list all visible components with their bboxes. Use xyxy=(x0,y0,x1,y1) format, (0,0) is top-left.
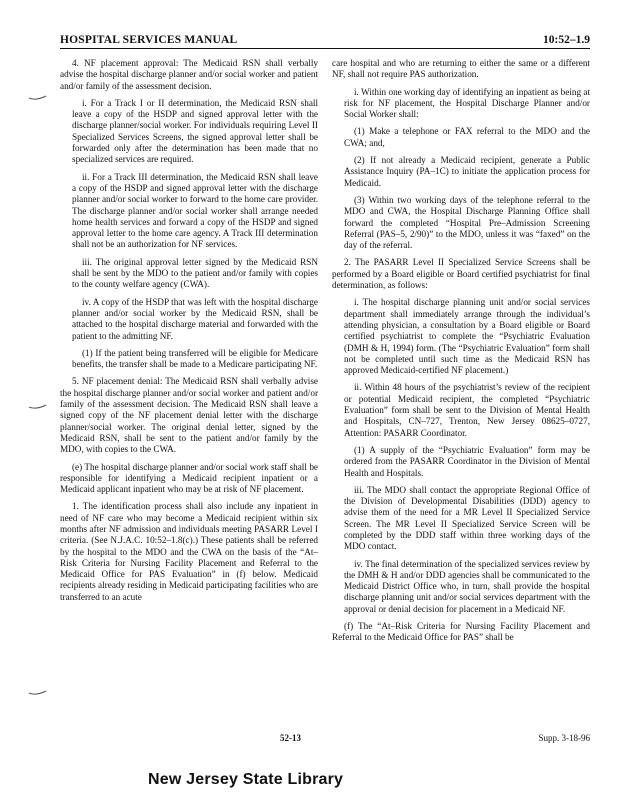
paragraph: (1) A supply of the “Psychiatric Evaluation” form may be ordered from the PASARR Coordinator in the Division of Mental Health and Hospitals. xyxy=(344,444,590,478)
paragraph: 5. NF placement denial: The Medicaid RSN shall verbally advise the hospital discharge planner and/or social worker and patient and/or family of the assessment decision. The Medicaid RSN shall leave a signed copy of the NF placement denial letter with the discharge planner/social worker. The original denial letter, signed by the Medicaid RSN, shall be sent to the patient and/or family by the MDO, with copies to the CWA. xyxy=(60,376,318,455)
paragraph: iv. A copy of the HSDP that was left with the hospital discharge planner and/or social worker by the Medicaid RSN, shall be attached to the hospital discharge material and forwarded with the patient to the admitting NF. xyxy=(72,296,318,341)
paragraph: i. The hospital discharge planning unit and/or social services department shall immediately arrange through the individual’s attending physician, a consultation by a Board eligible or Board certified psychiatrist to complete the “Psychiatric Evaluation (DMH & H, 1994) form. (The “Psychiatric Evaluation” form shall not be completed until such time as the Medicaid RSN has approved Medicaid-certified NF placement.) xyxy=(344,297,590,376)
paragraph: (1) If the patient being transferred will be eligible for Medicare benefits, the transfer shall be made to a Medicare participating NF. xyxy=(72,347,318,370)
running-header xyxy=(60,34,590,49)
paragraph: 4. NF placement approval: The Medicaid RSN shall verbally advise the hospital discharge planner and/or social worker and patient and/or family of the assessment decision. xyxy=(60,58,318,91)
paragraph: (2) If not already a Medicaid recipient, generate a Public Assistance Inquiry (PA–1C) to initiate the application process for Medicaid. xyxy=(344,155,590,188)
supplement-date: Supp. 3-18-96 xyxy=(538,733,590,743)
paragraph: 2. The PASARR Level II Specialized Service Screens shall be performed by a Board eligible or Board certified psychiatrist for final determination, as follows: xyxy=(332,257,590,291)
page-number: 52-13 xyxy=(280,733,301,743)
paragraph: iv. The final determination of the specialized services review by the DMH & H and/or DDD agencies shall be communicated to the Medicaid District Office who, in turn, shall provide the hospital discharge planning unit and/or social services department with the approval or denial decision for placement in a Medicaid NF. xyxy=(344,558,590,614)
right-column xyxy=(332,58,590,650)
paragraph: (1) Make a telephone or FAX referral to the MDO and the CWA; and, xyxy=(344,126,590,148)
left-column xyxy=(60,58,318,609)
paragraph: (3) Within two working days of the telephone referral to the MDO and CWA, the Hospital Discharge Planning Office shall forward the completed “Hospital Pre–Admission Screening Referral (PAS–5, 2/90)” to the MDO, unless it was “faxed” on the day of the referral. xyxy=(344,194,590,251)
margin-mark xyxy=(28,95,48,101)
paragraph: i. For a Track I or II determination, the Medicaid RSN shall leave a copy of the HSDP and signed approval letter with the discharge planner/social worker. For individuals requiring Level II Specialized Services Screens, the signed approval letter shall be forwarded only after the determination has been made that no specialized services are required. xyxy=(72,97,318,165)
paragraph: i. Within one working day of identifying an inpatient as being at risk for NF placement, the Hospital Discharge Planner and/or Social Worker shall: xyxy=(344,86,590,120)
section-number: 10:52–1.9 xyxy=(543,34,590,46)
paragraph: (e) The hospital discharge planner and/or social work staff shall be responsible for identifying a Medicaid recipient inpatient or a Medicaid applicant inpatient who may be at risk of NF placement. xyxy=(60,461,318,495)
paragraph: iii. The MDO shall contact the appropriate Regional Office of the Division of Developmental Disabilities (DDD) agency to advise them of the need for a MR Level II Specialized Service Screen. The MR Level II Specialized Service Screen will be completed by the DDD staff within three working days of the MDO contact. xyxy=(344,484,590,552)
paragraph: ii. For a Track III determination, the Medicaid RSN shall leave a copy of the HSDP and signed approval letter with the discharge planner and/or social worker to forward to the home care provider. The discharge planner and/or social worker shall arrange needed home health services and forward a copy of the HSDP and signed approval letter to the home care agency. A Track III determination shall not be an authorization for NF services. xyxy=(72,171,318,250)
margin-mark xyxy=(28,690,48,696)
paragraph: ii. Within 48 hours of the psychiatrist’s review of the recipient or potential Medicaid recipient, the completed “Psychiatric Evaluation” form shall be sent to the Division of Mental Health and Hospitals, CN–727, Trenton, New Jersey 08625–0727, Attention: PASARR Coordinator. xyxy=(344,382,590,438)
paragraph: care hospital and who are returning to either the same or a different NF, shall not require PAS authorization. xyxy=(332,58,590,80)
margin-mark xyxy=(28,404,48,410)
manual-title: HOSPITAL SERVICES MANUAL xyxy=(60,34,238,46)
library-stamp: New Jersey State Library xyxy=(148,771,344,788)
paragraph: iii. The original approval letter signed by the Medicaid RSN shall be sent by the MDO to the patient and/or family with copies to the county welfare agency (CWA). xyxy=(72,256,318,290)
paragraph: 1. The identification process shall also include any inpatient in need of NF care who may become a Medicaid recipient within six months after NF admission and individuals meeting PASARR Level I criteria. (See N.J.A.C. 10:52–1.8(c).) These patients shall be referred by the hospital to the MDO and the CWA on the basis of the “At–Risk Criteria for Nursing Facility Placement and Referral to the Medicaid Office for PAS Evaluation” in (f) below. Medicaid recipients already residing in Medicaid participating facilities who are transferred to an acute xyxy=(60,501,318,602)
paragraph: (f) The “At–Risk Criteria for Nursing Facility Placement and Referral to the Medicaid Office for PAS” shall be xyxy=(332,621,590,643)
